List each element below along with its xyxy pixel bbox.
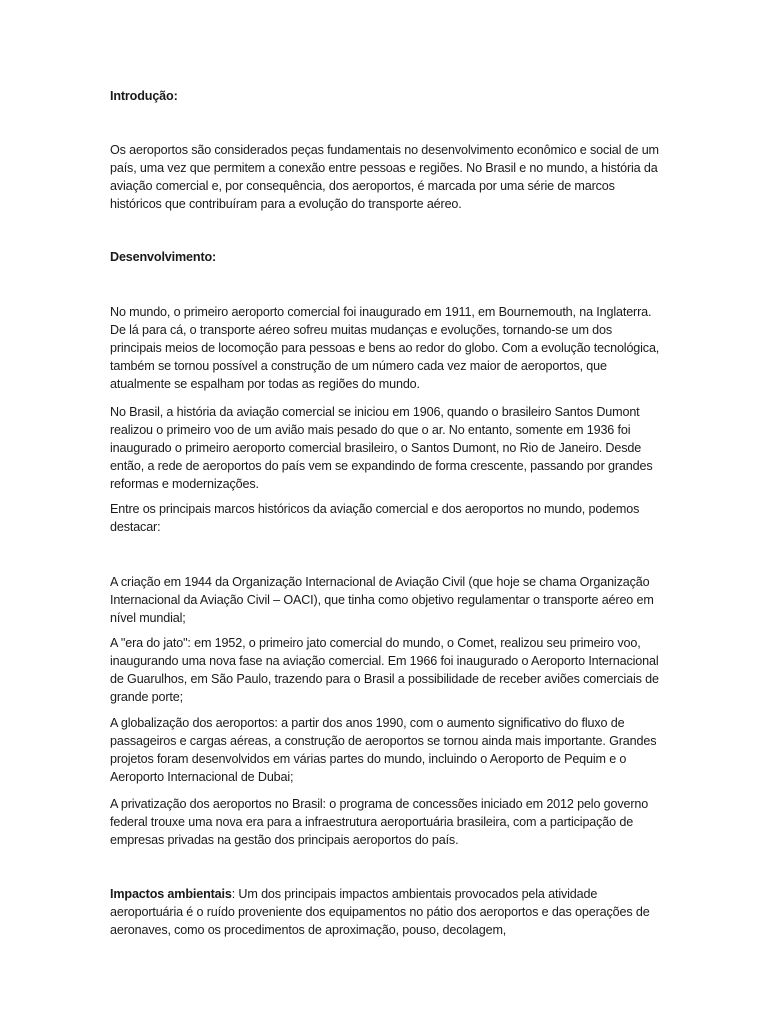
milestone-item-4: A privatização dos aeroportos no Brasil: o programa de concessões iniciado em 2012 pelo governo federal trouxe uma nova era para a infraestrutura aeroportuária brasileira, com a participação de empresas privadas na gestão dos principais aeroportos do país. xyxy=(110,797,649,847)
milestone-item-1: A criação em 1944 da Organização Internacional de Aviação Civil (que hoje se chama Organização Internacional da Aviação Civil – OACI), que tinha como objetivo regulamentar o transporte aéreo em nível mundial; xyxy=(110,575,654,625)
dev-paragraph-3: Entre os principais marcos históricos da aviação comercial e dos aeroportos no mundo, podemos destacar: xyxy=(110,502,640,534)
development-heading: Desenvolvimento: xyxy=(110,250,217,264)
impacts-label: Impactos ambientais xyxy=(110,887,232,901)
impacts-text: : Um dos principais impactos ambientais provocados pela atividade aeroportuária é o ruído proveniente dos equipamentos no pátio dos aeroportos e das operações de aeronaves, como os procedimentos de aproximação, pouso, decolagem, xyxy=(110,887,650,937)
dev-paragraph-1: No mundo, o primeiro aeroporto comercial foi inaugurado em 1911, em Bournemouth, na Inglaterra. De lá para cá, o transporte aéreo sofreu muitas mudanças e evoluções, tornando-se um dos principais meios de locomoção para pessoas e bens ao redor do globo. Com a evolução tecnológica, também se tornou possível a construção de um número cada vez maior de aeroportos, que atualmente se espalham por todas as regiões do mundo. xyxy=(110,305,660,391)
dev-paragraph-2: No Brasil, a história da aviação comercial se iniciou em 1906, quando o brasileiro Santos Dumont realizou o primeiro voo de um avião mais pesado do que o ar. No entanto, somente em 1936 foi inaugurado o primeiro aeroporto comercial brasileiro, o Santos Dumont, no Rio de Janeiro. Desde então, a rede de aeroportos do país vem se expandindo de forma crescente, passando por grandes reformas e modernizações. xyxy=(110,405,653,491)
intro-heading: Introdução: xyxy=(110,89,178,103)
intro-paragraph: Os aeroportos são considerados peças fundamentais no desenvolvimento econômico e social de um país, uma vez que permitem a conexão entre pessoas e regiões. No Brasil e no mundo, a história da aviação comercial e, por consequência, dos aeroportos, é marcada por uma série de marcos históricos que contribuíram para a evolução do transporte aéreo. xyxy=(110,143,659,211)
impacts-paragraph xyxy=(110,885,662,939)
milestone-item-3: A globalização dos aeroportos: a partir dos anos 1990, com o aumento significativo do fluxo de passageiros e cargas aéreas, a construção de aeroportos se tornou ainda mais importante. Grandes projetos foram desenvolvidos em várias partes do mundo, incluindo o Aeroporto de Pequim e o Aeroporto Internacional de Dubai; xyxy=(110,716,657,784)
milestone-item-2: A "era do jato": em 1952, o primeiro jato comercial do mundo, o Comet, realizou seu primeiro voo, inaugurando uma nova fase na aviação comercial. Em 1966 foi inaugurado o Aeroporto Internacional de Guarulhos, em São Paulo, trazendo para o Brasil a possibilidade de receber aviões comerciais de grande porte; xyxy=(110,636,659,704)
